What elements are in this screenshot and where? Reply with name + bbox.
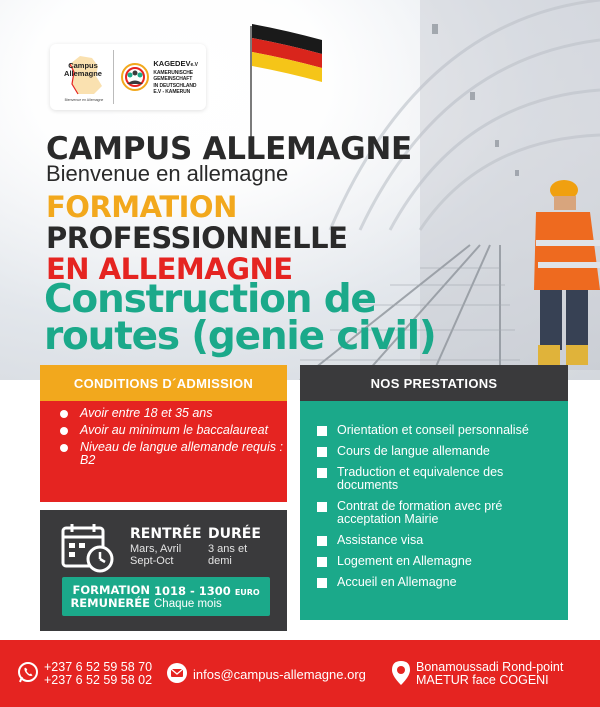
phone-2[interactable]: +237 6 52 59 58 02 [44,673,153,687]
checkbox-square-icon [317,447,327,457]
prestation-item: Logement en Allemagne [317,555,560,568]
schedule-box [40,510,287,631]
calendar-clock-icon [60,522,116,574]
bullet-icon [60,444,68,452]
prestation-item: Traduction et equivalence des documents [317,466,560,492]
checkbox-square-icon [317,536,327,546]
logo-left-name: Campus Allemagne [64,61,102,78]
headline-en-allemagne: EN ALLEMAGNE [46,252,293,286]
kagedev-sub-4: E.V - KAMERUN [153,89,191,95]
rentree-label: RENTRÉE [130,526,202,542]
kagedev-suffix: e.V [190,61,198,68]
prestations-list [300,401,568,620]
condition-item: Avoir au minimum le baccalaureat [60,424,287,437]
prestation-item: Orientation et conseil personnalisé [317,424,560,437]
prestation-item: Assistance visa [317,534,560,547]
main-title: CAMPUS ALLEMAGNE [46,131,412,167]
contact-footer [0,640,600,707]
logo-card [50,44,206,110]
duree-label: DURÉE [208,526,261,542]
address-line-1: Bonamoussadi Rond-point [416,660,564,674]
germany-flag [251,24,322,140]
headline-formation: FORMATION [46,190,237,224]
prestation-item: Accueil en Allemagne [317,576,560,589]
checkbox-square-icon [317,468,327,478]
prestation-item: Contrat de formation avec pré acceptation Mairie [317,500,560,526]
prestation-item: Cours de langue allemande [317,445,560,458]
conditions-heading: CONDITIONS D´ADMISSION [40,365,287,401]
whatsapp-icon [17,661,39,683]
remuneration-currency: EURO [234,588,260,597]
campus-allemagne-logo [58,50,114,104]
rentree-value: Mars, Avril Sept-Oct [130,543,182,567]
main-subtitle: Bienvenue en allemagne [46,161,289,186]
headline-professionnelle: PROFESSIONNELLE [46,221,348,255]
remuneration-badge [62,577,270,616]
kagedev-sub-3: IN DEUTSCHLAND [153,82,197,89]
kagedev-title: KAGEDEV [153,58,191,68]
remuneration-label: FORMATION REMUNERÉE [70,583,150,610]
mail-icon [166,662,188,684]
address-line-2: MAETUR face COGENI [416,673,549,687]
remuneration-amount: 1018 - 1300 [154,584,231,598]
bullet-icon [60,410,68,418]
condition-item: Niveau de langue allemande requis : B2 [60,441,287,467]
checkbox-square-icon [317,557,327,567]
kagedev-sub-1: KAMERUNISCHE [153,69,194,76]
kagedev-emblem-icon [120,62,150,92]
kagedev-logo [120,59,198,96]
prestations-heading: NOS PRESTATIONS [300,365,568,401]
checkbox-square-icon [317,426,327,436]
condition-item: Avoir entre 18 et 35 ans [60,407,287,420]
program-title: Construction de routes (genie civil) [44,277,436,359]
conditions-list [40,401,287,502]
checkbox-square-icon [317,578,327,588]
remuneration-period: Chaque mois [154,598,222,610]
duree-value: 3 ans et demi [208,543,248,567]
kagedev-sub-2: GEMEINSCHAFT [153,76,193,82]
bullet-icon [60,427,68,435]
logo-left-tagline: Bienvenue en Allemagne [64,98,104,102]
email-link[interactable]: infos@campus-allemagne.org [193,667,366,682]
location-pin-icon [391,660,411,686]
phone-1[interactable]: +237 6 52 59 58 70 [44,660,153,674]
checkbox-square-icon [317,502,327,512]
